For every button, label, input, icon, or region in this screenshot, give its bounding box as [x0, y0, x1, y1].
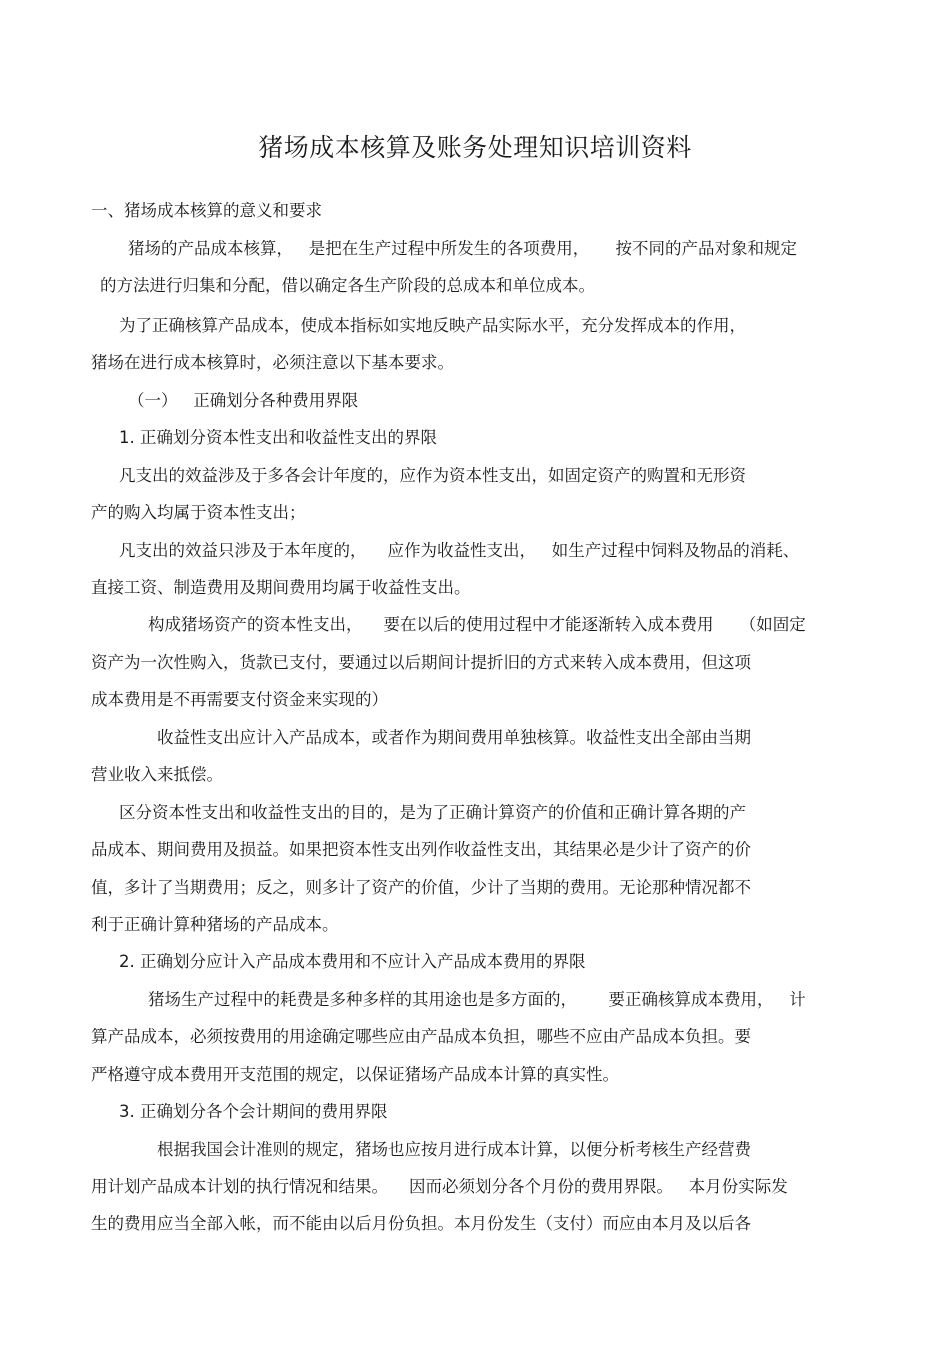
paragraph-line: 猪场在进行成本核算时，必须注意以下基本要求。 [91, 353, 454, 372]
subsection-heading: （一） 正确划分各种费用界限 [128, 391, 359, 410]
paragraph-line: 猪场生产过程中的耗费是多种多样的其用途也是多方面的， 要正确核算成本费用， 计 [148, 990, 806, 1009]
paragraph-line: 直接工资、制造费用及期间费用均属于收益性支出。 [91, 578, 471, 597]
paragraph-line: 营业收入来抵偿。 [91, 765, 223, 784]
paragraph-line: 产的购入均属于资本性支出； [91, 503, 306, 522]
paragraph-line: 值，多计了当期费用；反之，则多计了资产的价值，少计了当期的费用。无论那种情况都不 [91, 878, 751, 897]
paragraph-line: 利于正确计算种猪场的产品成本。 [91, 915, 339, 934]
section-heading: 一、猪场成本核算的意义和要求 [91, 201, 322, 220]
paragraph-line: 猪场的产品成本核算， 是把在生产过程中所发生的各项费用， 按不同的产品对象和规定 [128, 239, 797, 258]
paragraph-line: 用计划产品成本计划的执行情况和结果。 因而必须划分各个月份的费用界限。 本月份实际发 [91, 1177, 788, 1196]
paragraph-line: 成本费用是不再需要支付资金来实现的） [91, 690, 388, 709]
item-heading: 2. 正确划分应计入产品成本费用和不应计入产品成本费用的界限 [119, 952, 586, 971]
paragraph-line: 算产品成本，必须按费用的用途确定哪些应由产品成本负担，哪些不应由产品成本负担。要 [91, 1027, 751, 1046]
paragraph-line: 根据我国会计准则的规定，猪场也应按月进行成本计算，以便分析考核生产经营费 [157, 1140, 751, 1159]
paragraph-line: 凡支出的效益只涉及于本年度的， 应作为收益性支出， 如生产过程中饲料及物品的消耗、 [119, 541, 800, 560]
paragraph-line: 凡支出的效益涉及于多各会计年度的，应作为资本性支出，如固定资产的购置和无形资 [119, 466, 746, 485]
paragraph-line: 严格遵守成本费用开支范围的规定，以保证猪场产品成本计算的真实性。 [91, 1065, 619, 1084]
paragraph-line: 收益性支出应计入产品成本，或者作为期间费用单独核算。收益性支出全部由当期 [157, 728, 751, 747]
document-title: 猪场成本核算及账务处理知识培训资料 [258, 133, 692, 162]
paragraph-line: 为了正确核算产品成本，使成本指标如实地反映产品实际水平，充分发挥成本的作用， [119, 316, 746, 335]
paragraph-line: 构成猪场资产的资本性支出， 要在以后的使用过程中才能逐渐转入成本费用 （如固定 [148, 615, 806, 634]
paragraph-line: 的方法进行归集和分配，借以确定各生产阶段的总成本和单位成本。 [100, 276, 595, 295]
paragraph-line: 区分资本性支出和收益性支出的目的，是为了正确计算资产的价值和正确计算各期的产 [119, 803, 746, 822]
paragraph-line: 品成本、期间费用及损益。如果把资本性支出列作收益性支出，其结果必是少计了资产的价 [91, 840, 751, 859]
paragraph-line: 生的费用应当全部入帐，而不能由以后月份负担。本月份发生（支付）而应由本月及以后各 [91, 1214, 751, 1233]
item-heading: 3. 正确划分各个会计期间的费用界限 [119, 1102, 388, 1121]
item-heading: 1. 正确划分资本性支出和收益性支出的界限 [119, 428, 437, 447]
paragraph-line: 资产为一次性购入，货款已支付，要通过以后期间计提折旧的方式来转入成本费用，但这项 [91, 653, 751, 672]
